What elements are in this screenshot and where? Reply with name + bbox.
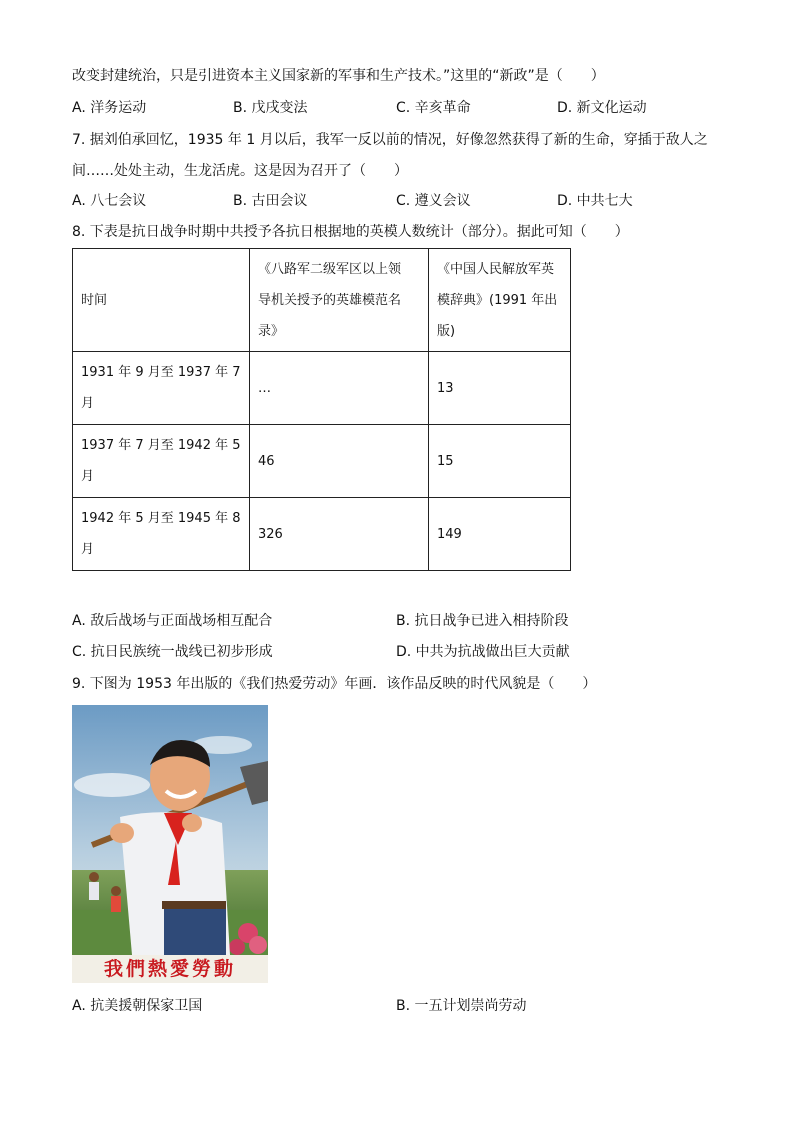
q7-stem-line1: 7. 据刘伯承回忆，1935 年 1 月以后，我军一反以前的情况，好像忽然获得了新的生命，穿插于敌人之	[72, 132, 708, 148]
value-cell-b: 149	[429, 498, 571, 571]
q9-option-b[interactable]: B. 一五计划崇尚劳动	[396, 998, 527, 1014]
q7-option-c[interactable]: C. 遵义会议	[396, 193, 471, 209]
header-cell-period: 时间	[73, 249, 250, 352]
value-cell-a: 326	[250, 498, 429, 571]
q6-option-b[interactable]: B. 戊戌变法	[233, 100, 308, 116]
q6-option-d[interactable]: D. 新文化运动	[557, 100, 647, 116]
period-cell: 1937 年 7 月至 1942 年 5 月	[73, 425, 250, 498]
q7-option-b[interactable]: B. 古田会议	[233, 193, 308, 209]
header-cell-source-b: 《中国人民解放军英 模辞典》(1991 年出 版)	[429, 249, 571, 352]
q8-option-a[interactable]: A. 敌后战场与正面战场相互配合	[72, 613, 273, 629]
q8-option-c[interactable]: C. 抗日民族统一战线已初步形成	[72, 644, 273, 660]
period-cell: 1931 年 9 月至 1937 年 7 月	[73, 352, 250, 425]
value-cell-b: 13	[429, 352, 571, 425]
value-cell-a: …	[250, 352, 429, 425]
q9-option-a[interactable]: A. 抗美援朝保家卫国	[72, 998, 203, 1014]
table-row	[73, 498, 571, 571]
q6-stem-tail: 改变封建统治，只是引进资本主义国家新的军事和生产技术。”这里的“新政”是（ ）	[72, 68, 605, 84]
table-header-row	[73, 249, 571, 352]
q6-option-a[interactable]: A. 洋务运动	[72, 100, 147, 116]
q6-option-c[interactable]: C. 辛亥革命	[396, 100, 471, 116]
value-cell-a: 46	[250, 425, 429, 498]
labor-poster-image	[72, 705, 268, 983]
q8-option-d[interactable]: D. 中共为抗战做出巨大贡献	[396, 644, 570, 660]
poster-caption: 我們熱愛勞動	[72, 955, 268, 983]
period-cell: 1942 年 5 月至 1945 年 8 月	[73, 498, 250, 571]
value-cell-b: 15	[429, 425, 571, 498]
q9-stem: 9. 下图为 1953 年出版的《我们热爱劳动》年画．该作品反映的时代风貌是（ ）	[72, 676, 597, 692]
table-row	[73, 352, 571, 425]
q7-option-d[interactable]: D. 中共七大	[557, 193, 633, 209]
q7-option-a[interactable]: A. 八七会议	[72, 193, 147, 209]
q7-stem-line2: 间……处处主动，生龙活虎。这是因为召开了（ ）	[72, 163, 408, 179]
header-cell-source-a: 《八路军二级军区以上领 导机关授予的英雄模范名 录》	[250, 249, 429, 352]
q8-stem: 8. 下表是抗日战争时期中共授予各抗日根据地的英模人数统计（部分）。据此可知（ ）	[72, 224, 629, 240]
q8-option-b[interactable]: B. 抗日战争已进入相持阶段	[396, 613, 569, 629]
poster-illustration	[72, 705, 268, 983]
hero-stats-table	[72, 248, 571, 571]
table-row	[73, 425, 571, 498]
